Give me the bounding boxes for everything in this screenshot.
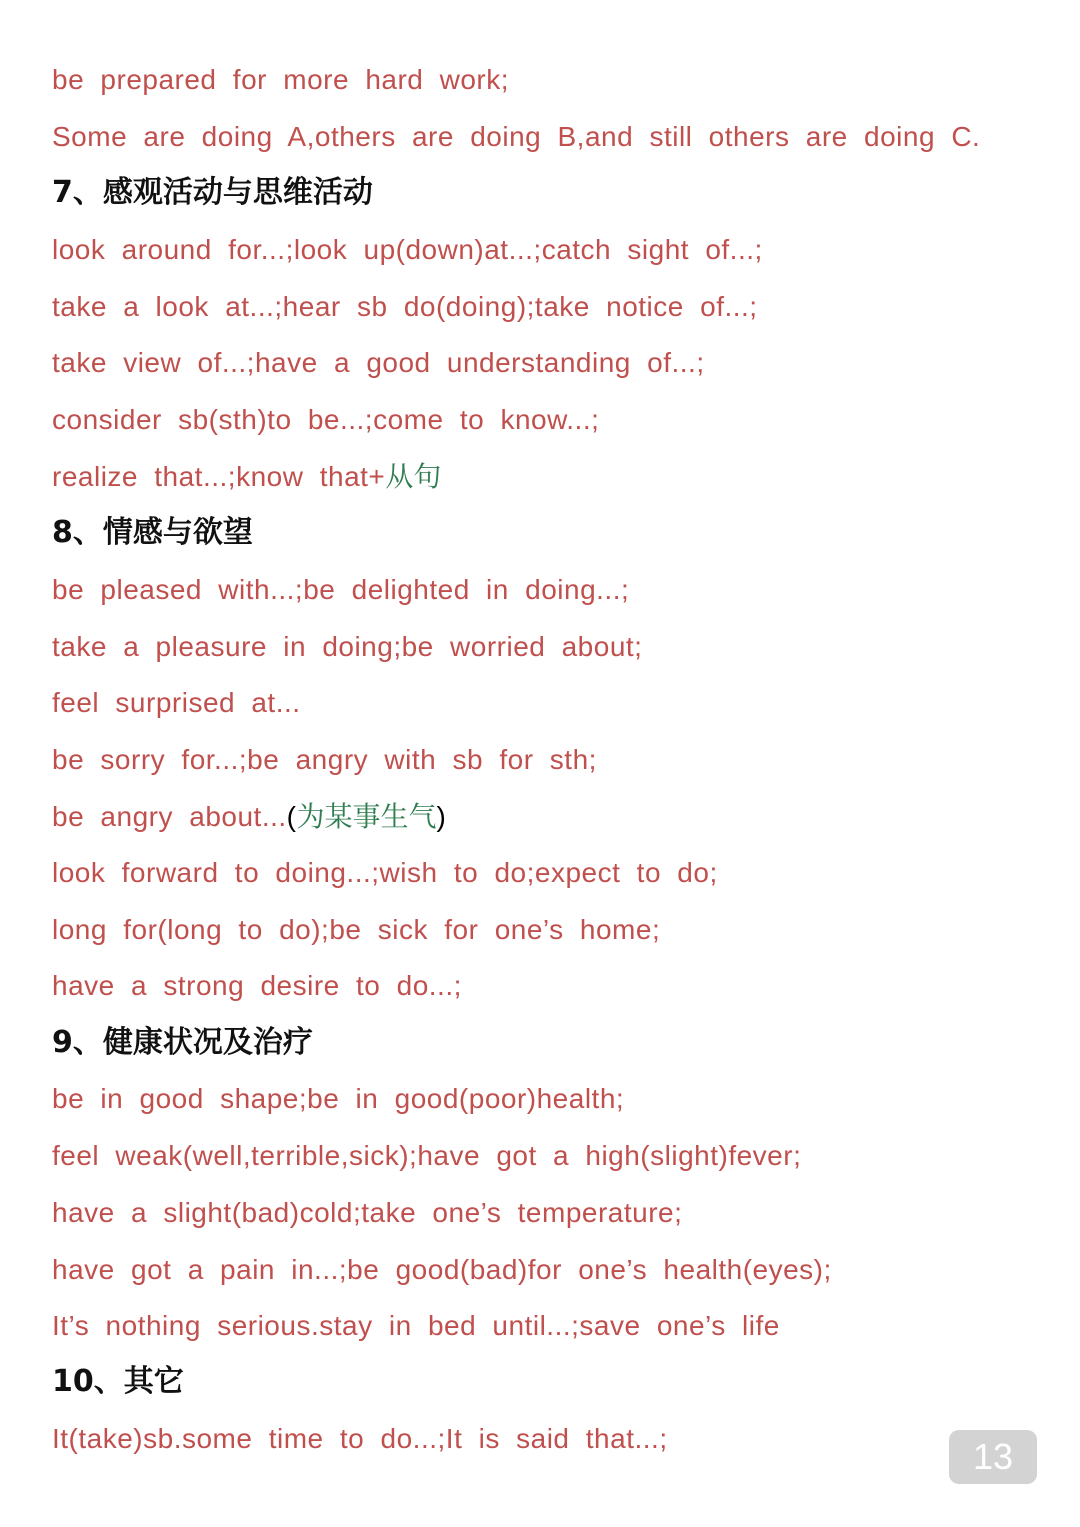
- phrase-text: It(take)sb.some time to do...;It is said that...;: [52, 1423, 668, 1454]
- section-heading-7: 7、感观活动与思维活动: [52, 175, 373, 210]
- phrase-text: consider sb(sth)to be...;come to know...;: [52, 404, 600, 435]
- phrase-line: [52, 969, 462, 1003]
- phrase-text: have got a pain in...;be good(bad)for one’s health(eyes);: [52, 1254, 832, 1285]
- chinese-annotation: 从句: [385, 460, 442, 493]
- phrase-text: long for(long to do);be sick for one’s home;: [52, 914, 661, 945]
- phrase-line: [52, 1422, 668, 1456]
- phrase-line: [52, 686, 301, 720]
- page-number-badge: 13: [949, 1430, 1037, 1484]
- phrase-text: have a slight(bad)cold;take one’s temperature;: [52, 1197, 683, 1228]
- phrase-line: [52, 63, 509, 97]
- phrase-line: [52, 403, 599, 437]
- section-heading-10: 10、其它: [52, 1364, 184, 1399]
- phrase-text: It’s nothing serious.stay in bed until...;save one’s life: [52, 1310, 780, 1341]
- paren-close: ): [436, 801, 447, 832]
- section-heading-9: 9、健康状况及治疗: [52, 1025, 313, 1060]
- phrase-text: be sorry for...;be angry with sb for sth;: [52, 744, 597, 775]
- phrase-line: [52, 573, 629, 607]
- phrase-line: [52, 800, 446, 834]
- phrase-line: [52, 743, 597, 777]
- phrase-line: [52, 290, 758, 324]
- section-heading-8: 8、情感与欲望: [52, 515, 253, 550]
- phrase-text: feel surprised at...: [52, 687, 301, 718]
- phrase-text: take a look at...;hear sb do(doing);take notice of...;: [52, 291, 758, 322]
- phrase-text: be angry about...: [52, 801, 287, 832]
- phrase-line: [52, 630, 642, 664]
- phrase-text: look forward to doing...;wish to do;expect to do;: [52, 857, 718, 888]
- phrase-line: [52, 460, 441, 494]
- phrase-line: [52, 1253, 832, 1287]
- phrase-line: [52, 233, 763, 267]
- phrase-text: realize that...;know that+: [52, 461, 386, 492]
- phrase-line: [52, 1309, 780, 1343]
- phrase-line: [52, 856, 718, 890]
- paren-open: (: [286, 801, 297, 832]
- phrase-text: be in good shape;be in good(poor)health;: [52, 1083, 625, 1114]
- phrase-text: have a strong desire to do...;: [52, 970, 462, 1001]
- phrase-text: be prepared for more hard work;: [52, 64, 510, 95]
- phrase-line: [52, 1196, 682, 1230]
- phrase-line: [52, 120, 980, 154]
- phrase-line: [52, 1082, 624, 1116]
- phrase-text: Some are doing A,others are doing B,and still others are doing C.: [52, 121, 981, 152]
- phrase-text: look around for...;look up(down)at...;catch sight of...;: [52, 234, 763, 265]
- phrase-line: [52, 1139, 801, 1173]
- phrase-text: take view of...;have a good understanding of...;: [52, 347, 705, 378]
- phrase-text: be pleased with...;be delighted in doing...;: [52, 574, 630, 605]
- phrase-text: feel weak(well,terrible,sick);have got a high(slight)fever;: [52, 1140, 802, 1171]
- chinese-annotation: 为某事生气: [296, 800, 437, 833]
- phrase-text: take a pleasure in doing;be worried about;: [52, 631, 643, 662]
- phrase-line: [52, 346, 705, 380]
- phrase-line: [52, 913, 660, 947]
